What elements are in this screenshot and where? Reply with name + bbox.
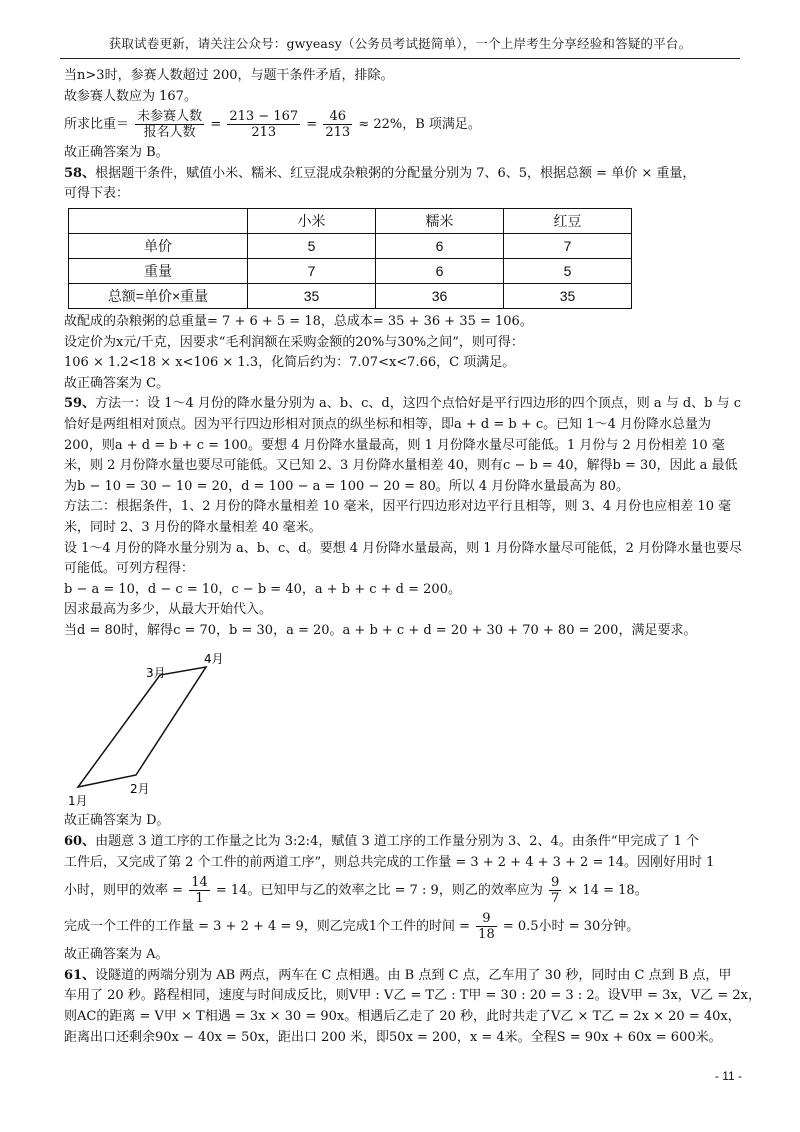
question-58 bbox=[64, 164, 744, 395]
header-rule bbox=[60, 58, 740, 59]
paragraph: 方法二：根据条件，1、2 月份的降水量相差 10 毫米，因平行四边形对边平行且相等，则 3、4 月份也应相差 10 毫米，同时 2、3 月份的降水量相差 40 毫米。 bbox=[64, 499, 732, 535]
formula-line: 所求比重＝ $\frac{\text{未参赛人数}}{\text{报名人数}}$ = $\frac{213 - 167}{213}$ = $\frac{46}{213}$ ≈ 22%，B 项满足。 bbox=[64, 109, 481, 141]
table-cell: 重量 bbox=[69, 258, 248, 283]
formula-line: b − a = 10，d − c = 10，c − b = 40，a + b + c + d = 200。 bbox=[64, 581, 461, 597]
label-january: 1月 bbox=[68, 794, 88, 808]
text-line: 106 × 1.2<18 × x<106 × 1.3，化简后约为：7.07<x<7.66，C 项满足。 bbox=[64, 355, 516, 371]
label-march: 3月 bbox=[146, 666, 166, 681]
parallelogram-shape bbox=[78, 667, 206, 787]
question-61 bbox=[64, 966, 761, 1048]
table-row bbox=[69, 233, 632, 258]
label-april: 4月 bbox=[204, 652, 224, 667]
table-header-cell bbox=[69, 208, 248, 233]
question-60 bbox=[64, 832, 744, 966]
text-line: 可得下表： bbox=[64, 186, 130, 202]
text-line: 当d = 80时，解得c = 70，b = 30，a = 20。a + b + c + d = 20 + 30 + 70 + 80 = 200，满足要求。 bbox=[64, 622, 697, 638]
question-57-tail bbox=[64, 66, 744, 164]
fraction: $\frac{213 - 167}{213}$ bbox=[229, 109, 299, 141]
table-cell: 7 bbox=[248, 258, 376, 283]
text-line: 设定价为x元/千克，因要求“毛利润额在采购金额的20%与30%之间”，则可得： bbox=[64, 334, 524, 350]
table-cell: 36 bbox=[376, 283, 504, 308]
fraction: $\frac{\text{未参赛人数}}{\text{报名人数}}$ bbox=[137, 109, 203, 141]
question-number: 59、 bbox=[64, 396, 96, 412]
text-line: 60、由题意 3 道工序的工作量之比为 3:2:4，赋值 3 道工序的工作量分别为 3、2、4。由条件“甲完成了 1 个 bbox=[64, 834, 699, 850]
text-line: 当n>3时，参赛人数超过 200，与题干条件矛盾，排除。 bbox=[64, 68, 394, 83]
formula-line: 小时，则甲的效率 = $\frac{14}{1}$ = 14。已知甲与乙的效率之比 = 7 : 9，则乙的效率应为 $\frac{9}{7}$ × 14 = 18。 bbox=[64, 875, 648, 907]
question-number: 61、 bbox=[64, 967, 96, 983]
table-cell: 35 bbox=[504, 283, 632, 308]
answer-line: 故正确答案为 D。 bbox=[64, 813, 170, 829]
answer-line: 故正确答案为 C。 bbox=[64, 375, 170, 391]
formula-line: 完成一个工件的工作量 = 3 + 2 + 4 = 9，则乙完成1个工件的时间 = $\frac{9}{18}$ = 0.5小时 = 30分钟。 bbox=[64, 911, 640, 943]
table-cell: 5 bbox=[504, 258, 632, 283]
table-row bbox=[69, 283, 632, 308]
document-body bbox=[64, 66, 761, 1048]
text-line: 则AC的距离 = V甲 × T相遇 = 3x × 30 = 90x。相遇后乙走了 20 秒，此时共走了V乙 × T乙 = 2x × 20 = 40x， bbox=[64, 1009, 741, 1025]
table-header-cell: 糯米 bbox=[376, 208, 504, 233]
table-cell: 5 bbox=[248, 233, 376, 258]
question-number: 60、 bbox=[64, 834, 96, 850]
table-cell: 总额=单价×重量 bbox=[69, 283, 248, 308]
table-header-row bbox=[69, 208, 632, 233]
text-line: 因求最高为多少，从最大开始代入。 bbox=[64, 602, 273, 618]
text-line: 故配成的杂粮粥的总重量= 7 + 6 + 5 = 18，总成本= 35 + 36 + 35 = 106。 bbox=[64, 313, 533, 329]
label-february: 2月 bbox=[130, 782, 150, 797]
paragraph: 设 1～4 月份的降水量分别为 a、b、c、d。要想 4 月份降水量最高，则 1 月份降水量尽可能低，2 月份降水量也要尽可能低。可列方程得： bbox=[64, 540, 743, 577]
table-cell: 单价 bbox=[69, 233, 248, 258]
table-row bbox=[69, 258, 632, 283]
page-header: 获取试卷更新，请关注公众号：gwyeasy（公务员考试挺简单），一个上岸考生分享经验和答疑的平台。 bbox=[108, 36, 692, 51]
table-cell: 6 bbox=[376, 258, 504, 283]
question-number: 58、 bbox=[64, 165, 96, 181]
question-59 bbox=[64, 394, 744, 832]
fraction: $\frac{9}{7}$ bbox=[550, 875, 560, 907]
table-header-cell: 红豆 bbox=[504, 208, 632, 233]
text-line: 故参赛人数应为 167。 bbox=[64, 88, 197, 104]
table-cell: 6 bbox=[376, 233, 504, 258]
table-cell: 35 bbox=[248, 283, 376, 308]
paragraph: 59、方法一：设 1～4 月份的降水量分别为 a、b、c、d，这四个点恰好是平行四边形的四个顶点，则 a 与 d、b 与 c 恰好是两组相对顶点。因为平行四边形相对顶点的纵坐标和相等，即a + d = b + c。已知 1～4 月份降水总量为 200，则a + d = b + c = 100。要想 4 月份降水量最高，则 1 月份降水量尽可能低。1 月份与 2 月份相差 10 毫米，则 2 月份降水量也要尽可能低。又已知 2、3 月份降水量相差 40，则有c − b = 40，解得b = 30，因此 a 最低为b − 10 = 30 − 10 = 20，d = 100 − a = 100 − 20 = 80。所以 4 月份降水量最高为 80。 bbox=[64, 396, 742, 494]
text-line: 工件后，又完成了第 2 个工件的前两道工序”，则总共完成的工作量 = 3 + 2 + 4 + 3 + 2 = 14。因刚好用时 1 bbox=[64, 854, 715, 870]
text-line: 距离出口还剩余90x − 40x = 50x，距出口 200 米，即50x = 200，x = 4米。全程S = 90x + 60x = 600米。 bbox=[64, 1029, 722, 1045]
table-header-cell: 小米 bbox=[248, 208, 376, 233]
answer-line: 故正确答案为 A。 bbox=[64, 947, 169, 963]
fraction: $\frac{9}{18}$ bbox=[478, 911, 495, 943]
fraction: $\frac{14}{1}$ bbox=[191, 875, 208, 907]
text-line: 车用了 20 秒。路程相同，速度与时间成反比，则V甲 : V乙 = T乙 : T甲 = 30 : 20 = 3 : 2。设V甲 = 3x，V乙 = 2x， bbox=[64, 988, 761, 1004]
parallelogram-diagram bbox=[64, 647, 264, 807]
price-weight-table bbox=[68, 208, 632, 309]
fraction: $\frac{46}{213}$ bbox=[325, 109, 351, 141]
page-number: - 11 - bbox=[714, 1069, 742, 1083]
answer-line: 故正确答案为 B。 bbox=[64, 145, 169, 161]
table-cell: 7 bbox=[504, 233, 632, 258]
text-line: 58、根据题干条件，赋值小米、糯米、红豆混成杂粮粥的分配量分别为 7、6、5，根据总额 = 单价 × 重量， bbox=[64, 165, 696, 181]
text-line: 61、设隧道的两端分别为 AB 两点，两车在 C 点相遇。由 B 点到 C 点，乙车用了 30 秒，同时由 C 点到 B 点，甲 bbox=[64, 967, 732, 983]
